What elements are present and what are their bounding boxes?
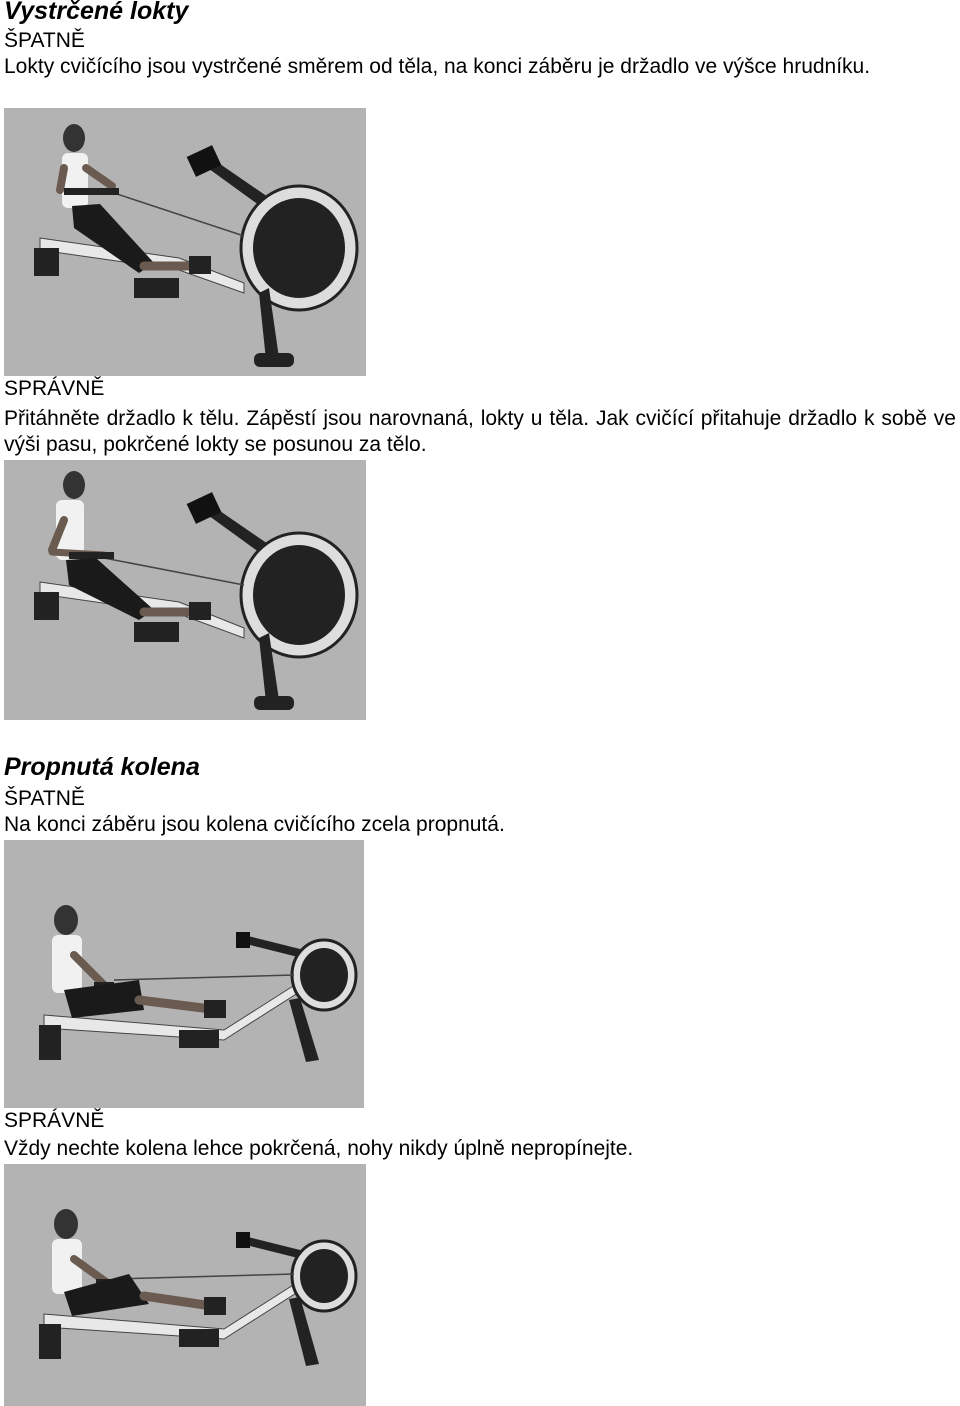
- section-heading-elbows: Vystrčené lokty: [4, 0, 189, 25]
- wrong-label: ŠPATNĚ: [4, 29, 85, 52]
- wrong-description: Na konci záběru jsou kolena cvičícího zcela propnutá.: [4, 813, 505, 836]
- wrong-description: Lokty cvičícího jsou vystrčené směrem od těla, na konci záběru je držadlo ve výšce hrudníku.: [4, 55, 871, 78]
- rowing-photo-elbows-wrong: [4, 108, 366, 376]
- wrong-label: ŠPATNĚ: [4, 787, 85, 810]
- rowing-photo-elbows-right: [4, 460, 366, 720]
- rowing-photo-knees-wrong: [4, 840, 364, 1108]
- right-label: SPRÁVNĚ: [4, 1109, 105, 1132]
- section-heading-knees: Propnutá kolena: [4, 753, 200, 781]
- right-description: Vždy nechte kolena lehce pokrčená, nohy nikdy úplně nepropínejte.: [4, 1137, 634, 1160]
- right-description: Přitáhněte držadlo k tělu. Zápěstí jsou narovnaná, lokty u těla. Jak cvičící přitahuje držadlo k sobě ve výši pasu, pokrčené lokty se posunou za tělo.: [4, 407, 956, 456]
- right-label: SPRÁVNĚ: [4, 377, 105, 400]
- rowing-photo-knees-right: [4, 1164, 366, 1406]
